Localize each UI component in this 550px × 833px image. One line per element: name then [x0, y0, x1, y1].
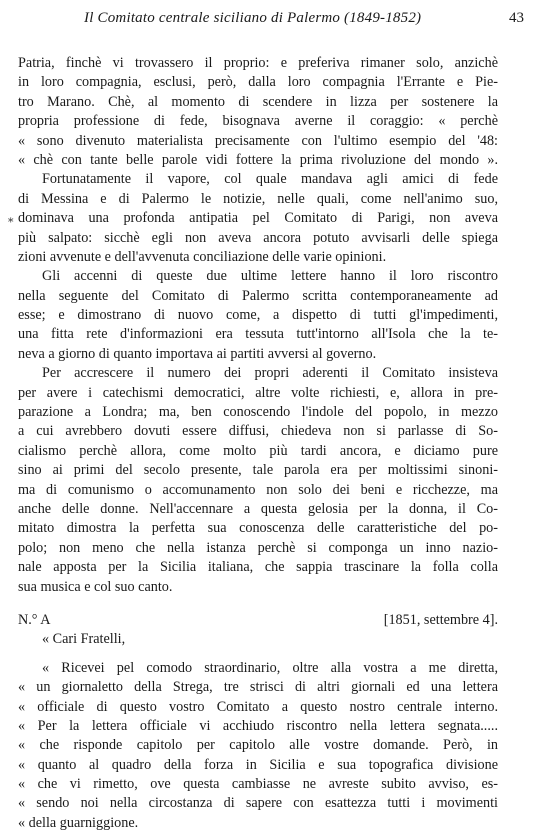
margin-mark: ⁎: [8, 213, 14, 225]
letter-number: N.° A: [18, 611, 51, 628]
text-line: neva a giorno di quanto importava ai partiti avversi al governo.: [18, 345, 377, 362]
text-line: mitato dimostra la perfetta sua conoscenza delle caratteristiche del po-: [18, 520, 498, 537]
text-line: « sono divenuto materialista precisamente con l'ultimo esempio del '48:: [18, 132, 498, 149]
text-line: in loro compagnia, esclusi, però, dalla loro compagnia l'Errante e Pie-: [18, 74, 498, 91]
text-line: « un giornaletto della Strega, tre strisci di altri giornali ed una lettera: [18, 679, 498, 696]
text-line: sino ai primi del secolo presente, tale parola era per moltissimi sinoni-: [18, 462, 498, 479]
text-line: anche delle donne. Nell'accennare a questa gelosia per la donna, il Co-: [18, 500, 498, 517]
text-line: « della guarniggione.: [18, 814, 139, 831]
running-header: [84, 10, 524, 32]
paragraph: [18, 170, 498, 267]
text-line: Fortunatamente il vapore, col quale mandava agli amici di fede: [42, 171, 498, 188]
text-line: dominava una profonda antipatia pel Comitato di Parigi, non aveva: [18, 210, 498, 227]
text-line: parazione a Londra; ma, ben conoscendo l'indole del popolo, in mezzo: [18, 404, 498, 421]
text-line: Patria, finchè vi trovassero il proprio: e preferiva rimaner solo, anzichè: [18, 55, 498, 71]
paragraph: [18, 364, 498, 597]
text-line: « chè con tante belle parole vidi fottere la prima rivoluzione del mondo ».: [18, 151, 498, 168]
running-title: Il Comitato centrale siciliano di Palermo (1849-1852): [84, 10, 422, 26]
text-line: per avere i catechismi democratici, altre volte richiesti, e, allora in pre-: [18, 384, 498, 401]
text-line: propria professione di fede, bisognava averne il coraggio: « perchè: [18, 113, 498, 130]
text-line: « Ricevei pel comodo straordinario, oltre alla vostra a me diretta,: [42, 659, 498, 676]
text-line: nale apposta per la Sicilia italiana, che sappia trascinare la folla colla: [18, 559, 498, 576]
text-line: ma di comunismo o accomunamento non solo dei beni e ricchezze, ma: [18, 481, 498, 498]
page-body: [18, 54, 498, 833]
text-line: « Per la lettera officiale vi acchiudo riscontro nella lettera segnata.....: [18, 717, 498, 734]
text-line: nella seguente del Comitato di Palermo scritta contemporaneamente ad: [18, 287, 498, 304]
text-line: di Messina e di Palermo le notizie, nelle quali, come nell'animo suo,: [18, 190, 498, 207]
letter-body: [18, 659, 498, 833]
page-number: 43: [509, 10, 524, 26]
text-line: tro Marano. Chè, al momento di scendere in lizza per sostenere la: [18, 93, 498, 110]
text-line: una fitta rete d'informazioni era tessuta tutt'intorno all'Isola che la te-: [18, 326, 498, 343]
text-line: « quanto al quadro della forza in Sicilia e sua topografica divisione: [18, 756, 498, 773]
letter-salutation: « Cari Fratelli,: [42, 631, 126, 648]
text-line: a cui avrebbero dovuti essere diffusi, chiedeva non si parlasse di So-: [18, 423, 498, 440]
text-line: più salpato: sicchè egli non aveva ancora potuto avvisarli delle spiega: [18, 229, 498, 246]
text-line: Per accrescere il numero dei propri aderenti il Comitato insisteva: [42, 365, 498, 382]
text-line: polo; non meno che nella istanza perchè si componga un inno nazio-: [18, 539, 498, 556]
text-line: « officiale di questo vostro Comitato a questo nostro centrale interno.: [18, 698, 498, 715]
text-line: esse; e dimostrano di nuovo come, a dispetto di tutti gl'impedimenti,: [18, 307, 498, 324]
text-line: Gli accenni di queste due ultime lettere hanno il loro riscontro: [42, 268, 498, 285]
letter-date: [1851, settembre 4].: [383, 611, 498, 628]
text-line: « che risponde capitolo per capitolo alle vostre domande. Però, in: [18, 737, 498, 754]
text-line: sua musica e col suo canto.: [18, 578, 173, 595]
letter-heading: [18, 611, 498, 630]
paragraph: [18, 54, 498, 170]
text-line: zioni avvenute e dell'avvenuta conciliazione delle varie opinioni.: [18, 248, 387, 265]
paragraph: [18, 267, 498, 364]
text-line: « sendo noi nella circostanza di sapere con esattezza tutti i movimenti: [18, 795, 498, 812]
text-line: « che vi rimetto, ove questa cambiasse ne avreste subito avviso, es-: [18, 776, 498, 793]
text-line: cialismo perchè allora, come molto più tardi ancora, e diciamo pure: [18, 442, 498, 459]
